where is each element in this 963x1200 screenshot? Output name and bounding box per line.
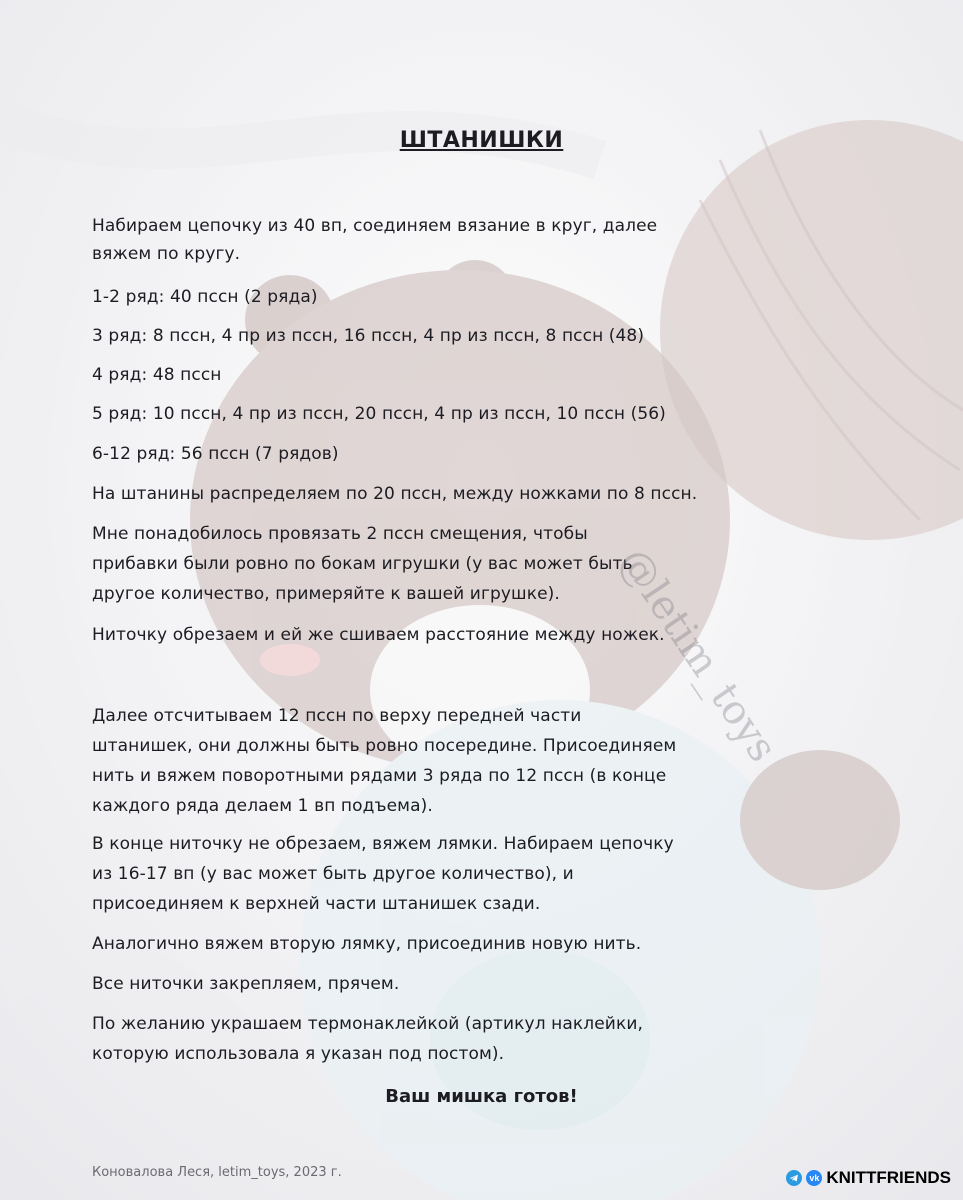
author-credit: Коновалова Леся, letim_toys, 2023 г. — [92, 1165, 342, 1180]
text-line: 4 ряд: 48 пссн — [92, 365, 222, 385]
text-line: вяжем по кругу. — [92, 244, 241, 264]
text-line: Далее отсчитываем 12 пссн по верху передней части — [92, 706, 582, 726]
brand-text: KNITTFRIENDS — [826, 1168, 951, 1187]
text-line: каждого ряда делаем 1 вп подъема). — [92, 796, 433, 816]
text-line: 1-2 ряд: 40 пссн (2 ряда) — [92, 287, 318, 307]
text-line: На штанины распределяем по 20 пссн, между ножками по 8 пссн. — [92, 484, 698, 504]
text-line: 5 ряд: 10 пссн, 4 пр из пссн, 20 пссн, 4 пр из пссн, 10 пссн (56) — [92, 404, 666, 424]
text-line: Все ниточки закрепляем, прячем. — [92, 974, 400, 994]
text-line: прибавки были ровно по бокам игрушки (у вас может быть — [92, 554, 633, 574]
telegram-icon — [786, 1170, 802, 1186]
text-line: 3 ряд: 8 пссн, 4 пр из пссн, 16 пссн, 4 пр из пссн, 8 пссн (48) — [92, 326, 645, 346]
brand-label — [786, 1168, 951, 1188]
text-line: присоединяем к верхней части штанишек сзади. — [92, 894, 541, 914]
page-title: ШТАНИШКИ — [399, 128, 564, 153]
text-line: нить и вяжем поворотными рядами 3 ряда по 12 пссн (в конце — [92, 766, 667, 786]
text-line: из 16-17 вп (у вас может быть другое количество), и — [92, 864, 574, 884]
text-line: Набираем цепочку из 40 вп, соединяем вязание в круг, далее — [92, 216, 658, 236]
text-line: Аналогично вяжем вторую лямку, присоединив новую нить. — [92, 934, 642, 954]
watermark: @letim_toys — [609, 540, 786, 771]
vk-icon: vk — [806, 1170, 822, 1186]
closing-line: Ваш мишка готов! — [385, 1086, 578, 1107]
text-line: Мне понадобилось провязать 2 пссн смещения, чтобы — [92, 524, 588, 544]
text-line: штанишек, они должны быть ровно посередине. Присоединяем — [92, 736, 677, 756]
text-line: 6-12 ряд: 56 пссн (7 рядов) — [92, 444, 339, 464]
text-line: Ниточку обрезаем и ей же сшиваем расстояние между ножек. — [92, 625, 665, 645]
text-line: другое количество, примеряйте к вашей игрушке). — [92, 584, 560, 604]
text-line: которую использовала я указан под постом). — [92, 1044, 505, 1064]
text-line: По желанию украшаем термонаклейкой (артикул наклейки, — [92, 1014, 643, 1034]
text-line: В конце ниточку не обрезаем, вяжем лямки. Набираем цепочку — [92, 834, 674, 854]
